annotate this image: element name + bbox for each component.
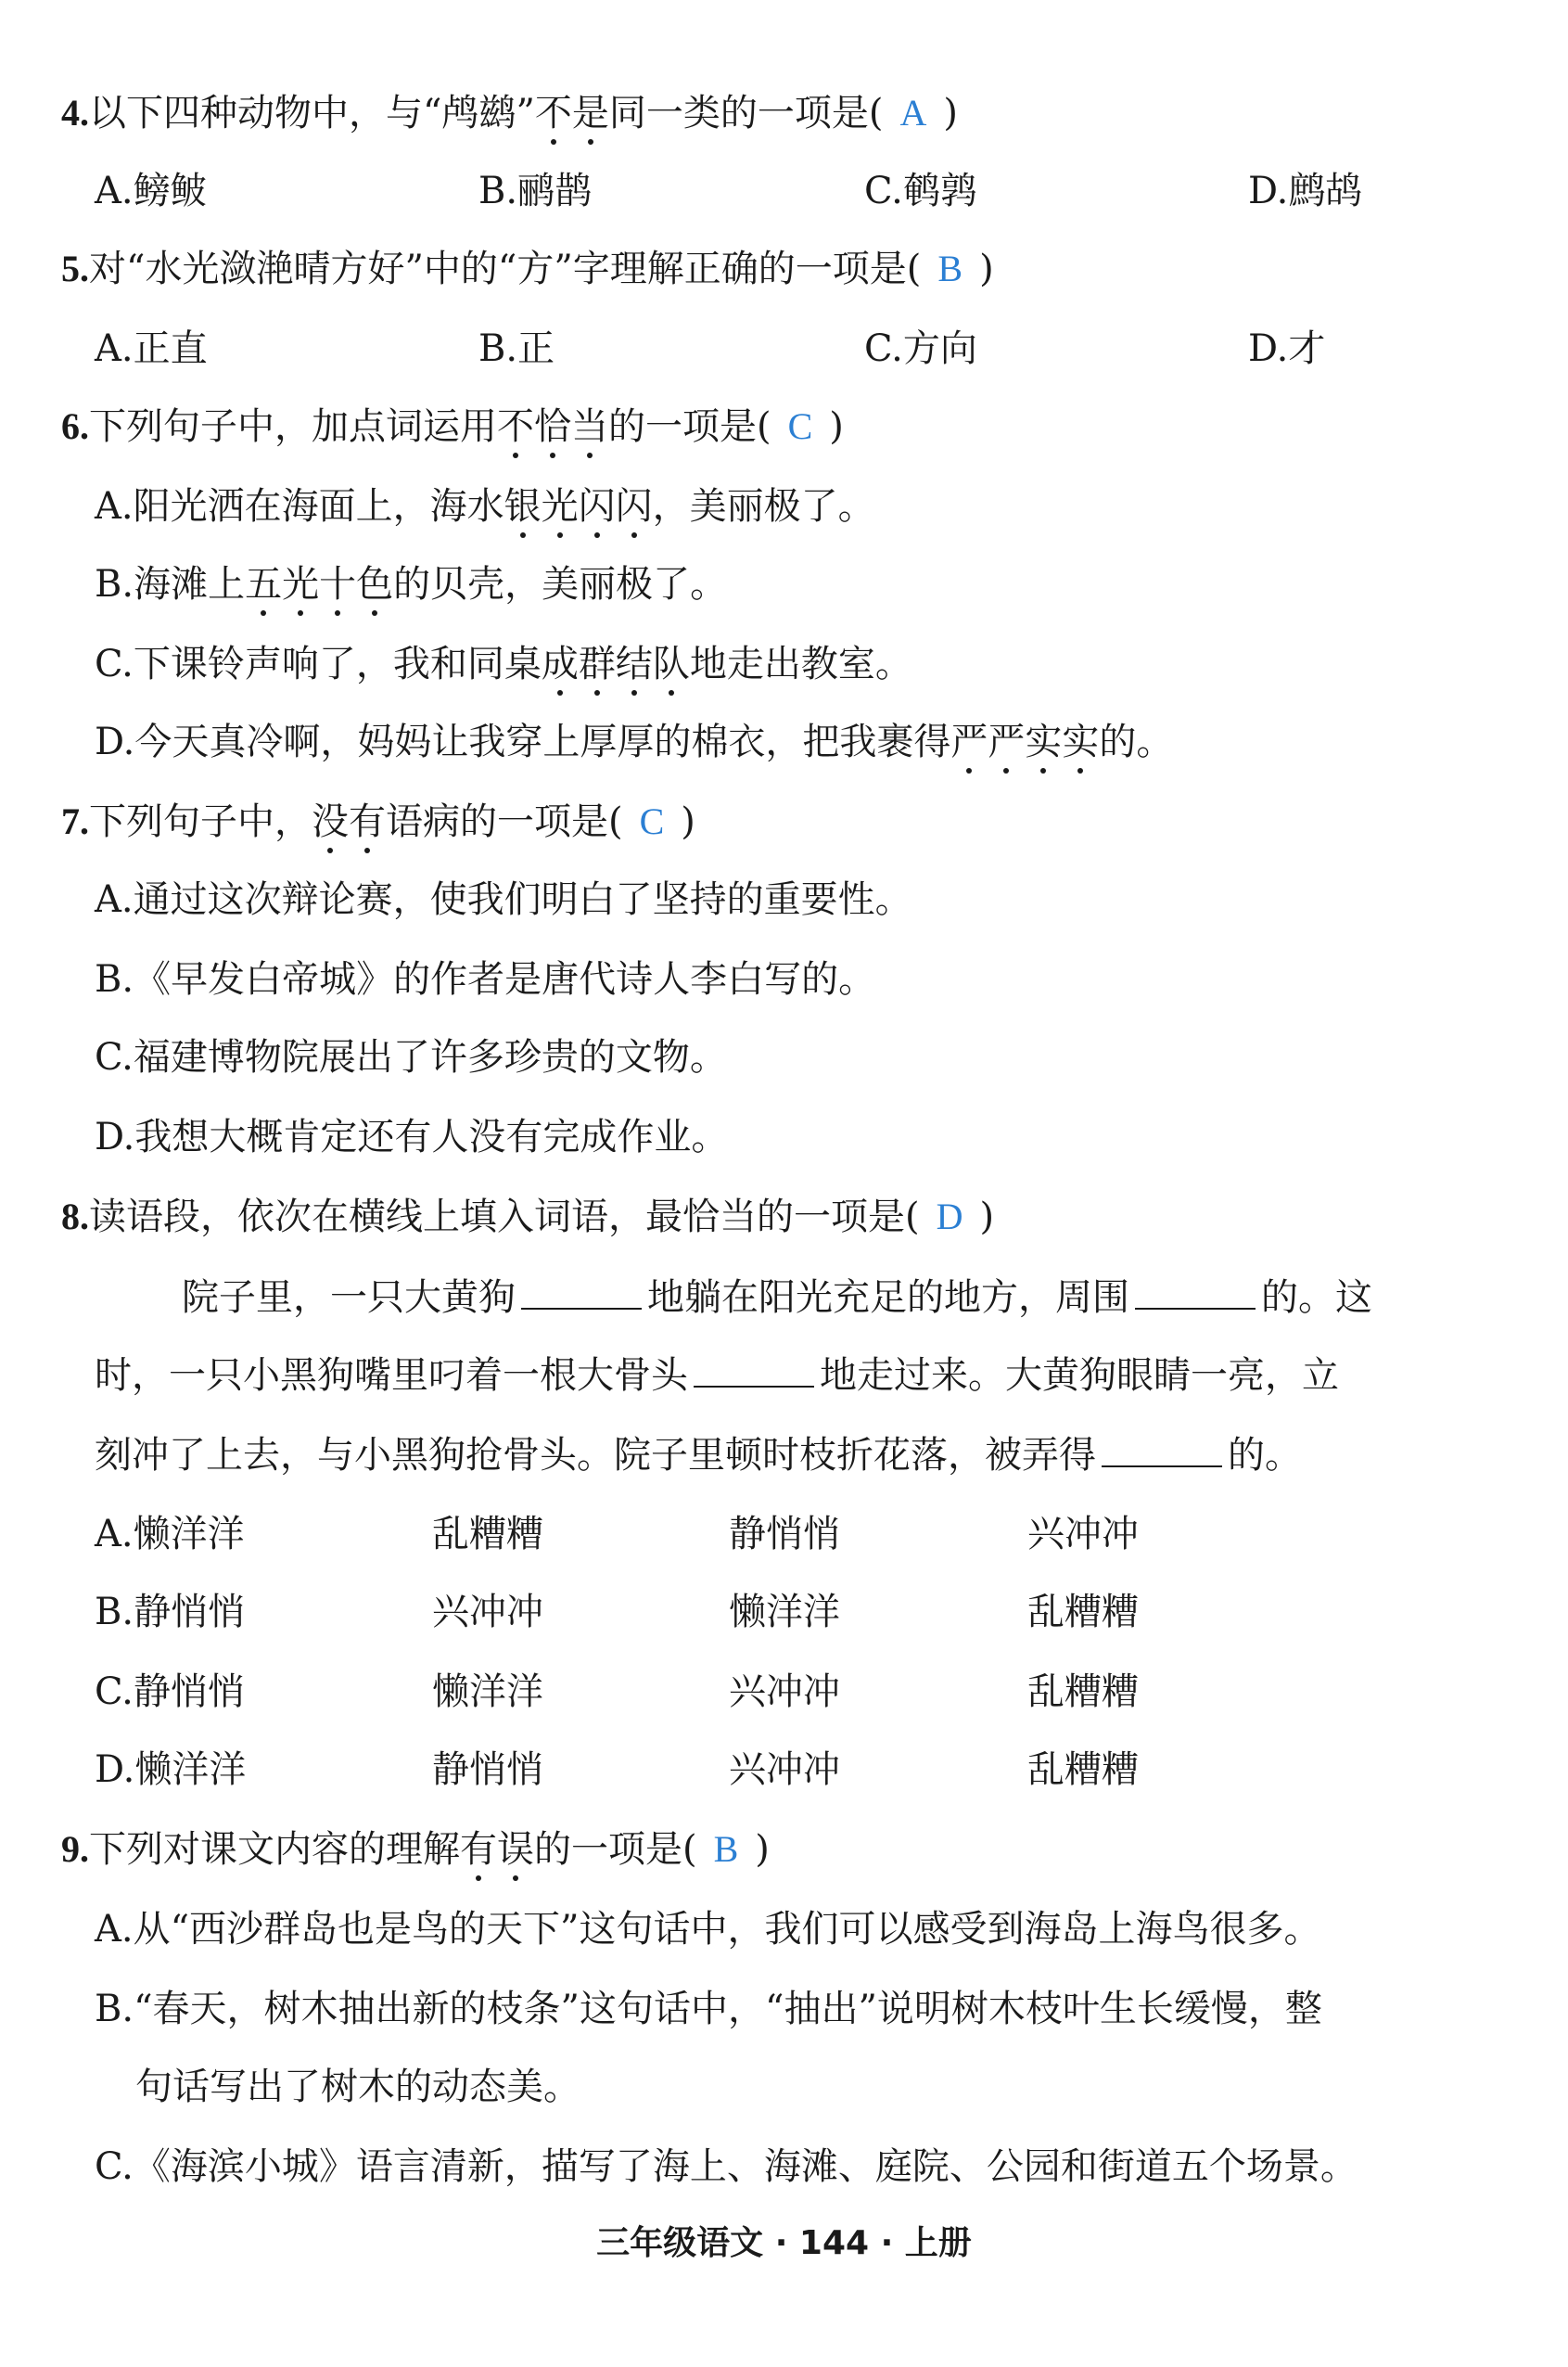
dotted-char: 五 xyxy=(245,563,283,606)
answer: B xyxy=(937,248,963,289)
dotted-char: 有 xyxy=(349,800,386,843)
option-d-word-4: 乱糟糟 xyxy=(1027,1748,1139,1791)
fill-blank xyxy=(521,1274,642,1310)
question-text-after: 的一项是( xyxy=(534,1828,697,1871)
passage-text: 刻冲了上去，与小黑狗抢骨头。院子里顿时枝折花落，被弄得 xyxy=(95,1434,1096,1477)
dotted-char: 实 xyxy=(1062,721,1100,763)
option-c-word-3: 兴冲冲 xyxy=(729,1670,840,1713)
option-text: ，美丽极了。 xyxy=(652,485,875,528)
dotted-char: 严 xyxy=(950,721,988,763)
passage-text: 的。这 xyxy=(1261,1276,1372,1319)
option-text: 的贝壳，美丽极了。 xyxy=(393,563,728,606)
answer: C xyxy=(639,800,665,842)
question-6 xyxy=(61,404,844,449)
option-b: B.鹂鹊 xyxy=(478,170,593,212)
option-b-word-3: 懒洋洋 xyxy=(729,1591,840,1633)
passage-text: 地躺在阳光充足的地方，周围 xyxy=(647,1276,1129,1319)
dotted-char: 银 xyxy=(504,485,542,528)
option-c: C.鹌鹑 xyxy=(864,170,977,212)
answer: D xyxy=(936,1196,963,1237)
fill-blank xyxy=(694,1352,814,1388)
passage-text: 地走过来。大黄狗眼睛一亮，立 xyxy=(820,1354,1339,1397)
dotted-char: 恰 xyxy=(534,405,571,448)
question-number: 5. xyxy=(61,248,89,289)
question-text: 下列句子中， xyxy=(89,800,312,843)
option-a-word-2: 乱糟糟 xyxy=(432,1513,543,1555)
dotted-char: 误 xyxy=(497,1828,534,1871)
dotted-char: 是 xyxy=(571,92,609,134)
option-c: C.福建博物院展出了许多珍贵的文物。 xyxy=(95,1036,727,1079)
question-text: 读语段，依次在横线上填入词语，最恰当的一项是( xyxy=(89,1196,920,1238)
option-b-word-4: 乱糟糟 xyxy=(1027,1591,1139,1633)
fill-blank xyxy=(1135,1274,1256,1310)
option-c-word-4: 乱糟糟 xyxy=(1027,1670,1139,1713)
option-a: A.正直 xyxy=(95,327,208,370)
option-text: 的。 xyxy=(1099,721,1174,763)
dotted-char: 实 xyxy=(1025,721,1063,763)
question-9 xyxy=(61,1827,770,1872)
close-paren: ) xyxy=(979,1196,995,1238)
dotted-char: 成 xyxy=(541,643,579,685)
option-a: A.从“西沙群岛也是鸟的天下”这句话中，我们可以感受到海岛上海鸟很多。 xyxy=(95,1908,1321,1951)
answer: A xyxy=(899,92,927,134)
dotted-char: 不 xyxy=(534,92,572,134)
option-b xyxy=(95,562,727,607)
dotted-char: 光 xyxy=(282,563,320,606)
close-paren: ) xyxy=(979,248,994,290)
dotted-char: 严 xyxy=(988,721,1026,763)
option-d xyxy=(95,720,1173,764)
option-b: B.“春天，树木抽出新的枝条”这句话中，“抽出”说明树木枝叶生长缓慢，整 xyxy=(95,1988,1322,2030)
question-4 xyxy=(61,91,958,135)
dotted-char: 队 xyxy=(652,643,690,685)
option-text: A.阳光洒在海面上，海水 xyxy=(95,485,504,528)
passage-text: 院子里，一只大黄狗 xyxy=(182,1276,516,1319)
option-a-word-4: 兴冲冲 xyxy=(1027,1513,1139,1555)
option-a-word-3: 静悄悄 xyxy=(729,1513,840,1555)
option-text: D.今天真冷啊，妈妈让我穿上厚厚的棉衣，把我裹得 xyxy=(95,721,951,763)
dotted-char: 闪 xyxy=(578,485,616,528)
passage-text: 的。 xyxy=(1228,1434,1302,1477)
option-c: C.《海滨小城》语言清新，描写了海上、海滩、庭院、公园和街道五个场景。 xyxy=(95,2145,1358,2188)
option-text: B.海滩上 xyxy=(95,563,246,606)
question-number: 7. xyxy=(61,800,89,842)
option-c-word-1: C.静悄悄 xyxy=(95,1670,245,1713)
answer: C xyxy=(787,405,813,447)
close-paren: ) xyxy=(829,405,844,448)
option-d: D.鹧鸪 xyxy=(1248,170,1363,212)
question-text-after: 语病的一项是( xyxy=(386,800,623,843)
question-text-after: 同一类的一项是( xyxy=(608,92,884,134)
option-text: 地走出教室。 xyxy=(689,643,912,685)
fill-blank xyxy=(1102,1432,1222,1467)
dotted-char: 色 xyxy=(356,563,394,606)
question-text: 下列句子中，加点词运用 xyxy=(89,405,497,448)
question-text: 下列对课文内容的理解 xyxy=(89,1828,460,1871)
question-number: 8. xyxy=(61,1196,89,1237)
dotted-char: 结 xyxy=(615,643,653,685)
question-number: 4. xyxy=(61,92,89,134)
question-5 xyxy=(61,247,994,291)
dotted-char: 群 xyxy=(578,643,616,685)
dotted-char: 有 xyxy=(460,1828,497,1871)
dotted-char: 光 xyxy=(541,485,579,528)
dotted-char: 没 xyxy=(312,800,349,843)
option-a: A.鳑鲏 xyxy=(95,170,208,212)
option-c-word-2: 懒洋洋 xyxy=(432,1670,543,1713)
close-paren: ) xyxy=(755,1828,770,1871)
question-8 xyxy=(61,1195,994,1239)
option-d: D.才 xyxy=(1248,327,1326,370)
option-b-word-2: 兴冲冲 xyxy=(432,1591,543,1633)
passage-text: 时，一只小黑狗嘴里叼着一根大骨头 xyxy=(95,1354,688,1397)
option-b-continued: 句话写出了树木的动态美。 xyxy=(135,2066,580,2108)
option-text: C.下课铃声响了，我和同桌 xyxy=(95,643,542,685)
option-b: B.《早发白帝城》的作者是唐代诗人李白写的。 xyxy=(95,958,876,1001)
dotted-char: 闪 xyxy=(615,485,653,528)
option-d: D.我想大概肯定还有人没有完成作业。 xyxy=(95,1116,729,1158)
question-number: 9. xyxy=(61,1828,89,1870)
option-d-word-1: D.懒洋洋 xyxy=(95,1748,247,1791)
question-number: 6. xyxy=(61,405,89,447)
question-text-after: 的一项是( xyxy=(608,405,771,448)
question-text: 对“水光潋滟晴方好”中的“方”字理解正确的一项是( xyxy=(89,248,922,290)
answer: B xyxy=(713,1828,739,1870)
question-7 xyxy=(61,800,695,844)
option-a-word-1: A.懒洋洋 xyxy=(95,1513,245,1555)
option-d-word-3: 兴冲冲 xyxy=(729,1748,840,1791)
option-b-word-1: B.静悄悄 xyxy=(95,1591,246,1633)
passage-line-3 xyxy=(95,1432,1302,1477)
passage-line-1 xyxy=(182,1274,1372,1319)
dotted-char: 十 xyxy=(319,563,357,606)
option-c xyxy=(95,642,912,686)
option-a xyxy=(95,484,875,529)
close-paren: ) xyxy=(681,800,695,843)
dotted-char: 不 xyxy=(497,405,534,448)
page-footer: 三年级语文 · 144 · 上册 xyxy=(596,2224,972,2262)
option-a: A.通过这次辩论赛，使我们明白了坚持的重要性。 xyxy=(95,878,912,921)
option-b: B.正 xyxy=(478,327,555,370)
close-paren: ) xyxy=(943,92,959,134)
question-text: 以下四种动物中，与“鸬鹚” xyxy=(89,92,535,134)
option-c: C.方向 xyxy=(864,327,977,370)
dotted-char: 当 xyxy=(571,405,608,448)
passage-line-2 xyxy=(95,1352,1339,1397)
option-d-word-2: 静悄悄 xyxy=(432,1748,543,1791)
